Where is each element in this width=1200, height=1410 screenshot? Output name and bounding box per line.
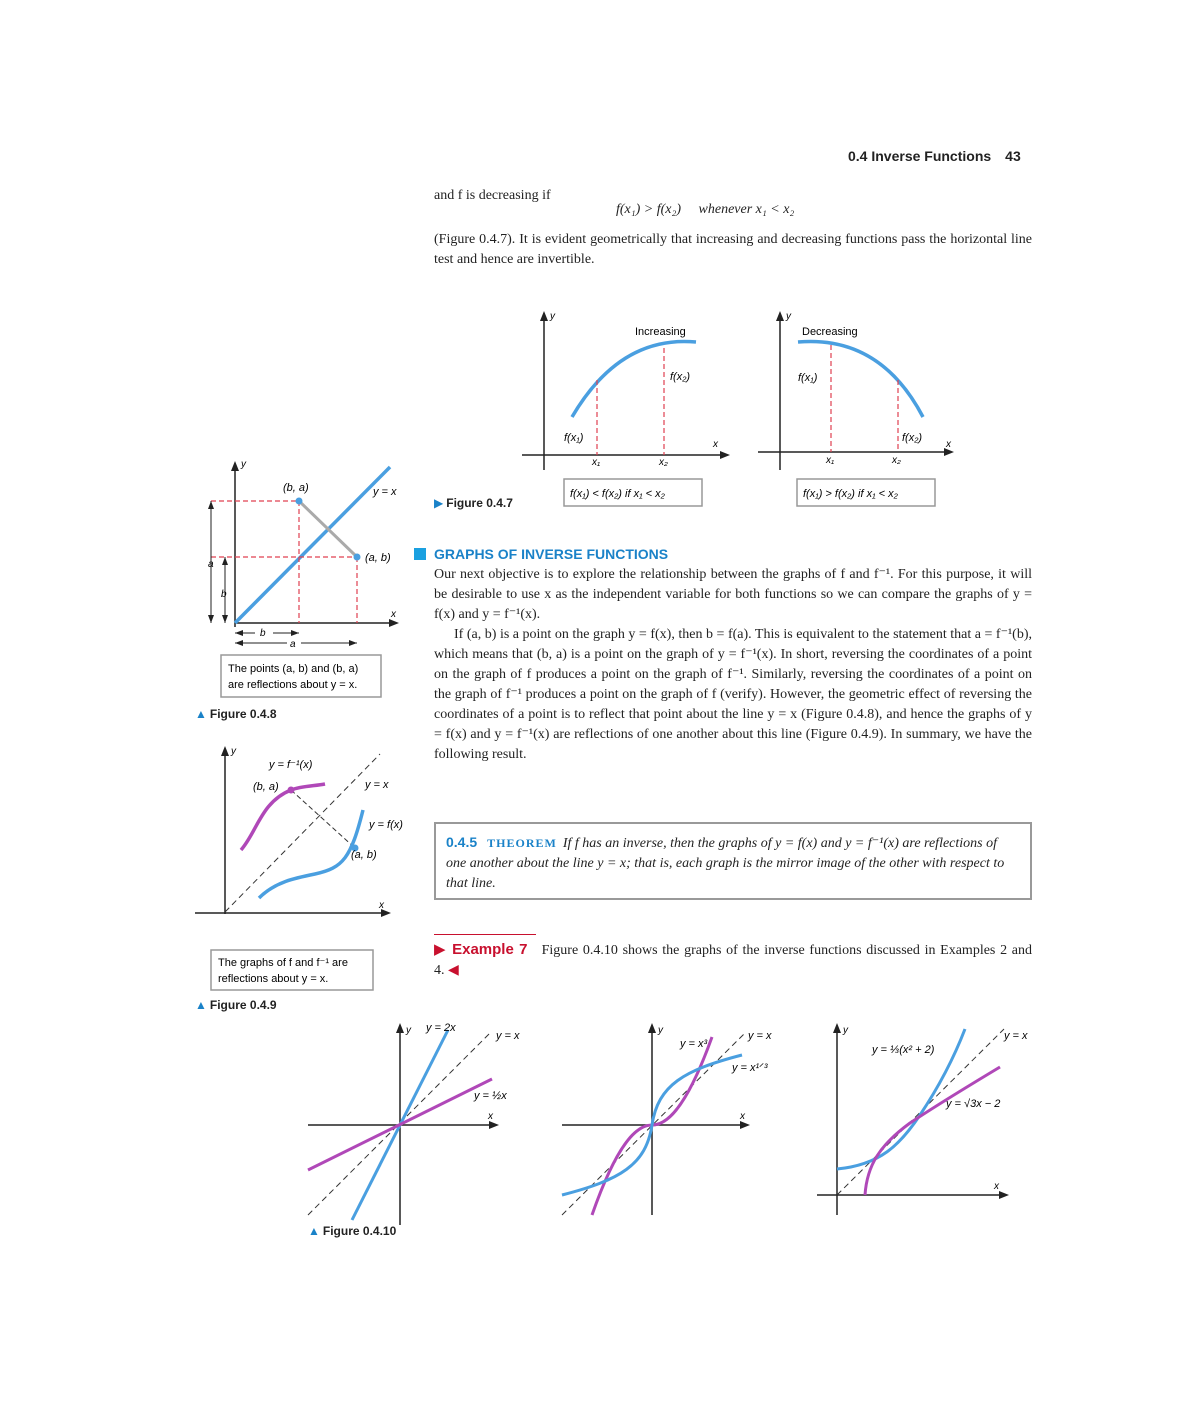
f-label: y = f(x) [369, 819, 403, 831]
section-heading [414, 546, 668, 562]
section-paragraph-2: If (a, b) is a point on the graph y = f(x), then b = f(a). This is equivalent to the statement that a = f⁻¹(b), which means that (b, a) is a point on the graph of y = f⁻¹(x). In short, reversing the coordinates of a point on the graph of f produces a point on the graph of f⁻¹. Similarly, reversing the coordinates of a point on the graph of f⁻¹ produces a point on the graph of f (verify). However, the geometric effect of reversing the coordinates of a point is to reflect that point about the line y = x (Figure 0.4.8), and hence the graphs of y = f(x) and y = f⁻¹(x) are reflections of one another about this line (Figure 0.4.9). In summary, we have the following result. [434, 627, 1032, 762]
line-label: y = x [496, 1030, 520, 1042]
theorem-number: 0.4.5 [446, 834, 478, 850]
intro-formula: f(x₁) > f(x₂) whenever x₁ < x₂ [616, 202, 795, 217]
purple-label: y = √3x − 2 [946, 1098, 1001, 1110]
label-b-y: b [221, 589, 227, 600]
square-icon [414, 548, 426, 560]
example-text: Figure 0.4.10 shows the graphs of the inverse functions discussed in Examples 2 and 4. [434, 943, 1032, 978]
caption-text: Figure 0.4.8 [209, 707, 277, 721]
point-ba-label: (b, a) [253, 781, 279, 793]
figure-0-4-7 [510, 305, 960, 515]
figure-0-4-9-caption [195, 998, 277, 1012]
label-a-y: a [208, 559, 214, 570]
x-axis-arrow [389, 619, 399, 627]
caption-text: Figure 0.4.10 [322, 1224, 397, 1238]
x2-label: x₂ [892, 455, 901, 466]
blue-label: y = x¹ᐟ³ [732, 1062, 768, 1074]
fx1-label: f(x₁) [798, 372, 818, 384]
fig0410-graph-2 [562, 1023, 772, 1215]
triangle-up-icon: ▲ [195, 998, 207, 1012]
point-ba-label: (b, a) [283, 482, 309, 494]
x-label: x [994, 1181, 999, 1192]
section-title: 0.4 Inverse Functions [848, 148, 992, 164]
purple-label: y = x³ [680, 1038, 708, 1050]
x1-label: x₁ [592, 457, 601, 468]
end-marker-icon: ◀ [448, 963, 459, 978]
caption-text: Figure 0.4.9 [209, 998, 277, 1012]
point-ab-label: (a, b) [365, 552, 391, 564]
fx2-label: f(x₂) [902, 432, 923, 444]
x-label: x [391, 609, 396, 620]
x-label: x [740, 1111, 745, 1122]
line-label: y = x [1004, 1030, 1028, 1042]
x2-label: x₂ [659, 457, 668, 468]
line-label: y = x [748, 1030, 772, 1042]
triangle-right-icon: ▶ [434, 496, 444, 510]
title: Increasing [635, 326, 686, 338]
y-label: y [241, 459, 246, 470]
caption-text: Figure 0.4.7 [446, 496, 513, 510]
fx2-label: f(x₂) [670, 371, 691, 383]
fig0410-graph-3 [817, 1023, 1028, 1215]
theorem-box [434, 822, 1032, 900]
fig047-left-graph [522, 311, 730, 506]
inverse-curve [241, 784, 325, 850]
intro-lead: and f is decreasing if [434, 188, 551, 203]
y-axis-arrow [231, 461, 239, 471]
y-label: y [550, 311, 555, 322]
x-axis-arrow [720, 451, 730, 459]
point-ba [296, 498, 303, 505]
box-line-2: reflections about y = x. [218, 973, 329, 985]
example-7 [434, 940, 1032, 981]
triangle-up-icon: ▲ [308, 1224, 320, 1238]
title: Decreasing [802, 326, 858, 338]
reflection-segment [291, 790, 355, 848]
x-label: x [379, 900, 384, 911]
purple-label: y = ½x [474, 1090, 507, 1102]
box-line-2: are reflections about y = x. [228, 679, 358, 691]
x-label: x [946, 439, 951, 450]
page-number: 43 [1005, 148, 1021, 164]
triangle-up-icon: ▲ [195, 707, 207, 721]
finv-label: y = f⁻¹(x) [269, 759, 313, 771]
label-a-x: a [290, 639, 296, 650]
figure-0-4-8 [195, 455, 410, 705]
y-axis-arrow [221, 746, 229, 756]
figure-0-4-10 [300, 1015, 1040, 1225]
figure-0-4-8-caption [195, 707, 277, 721]
y-label: y [658, 1025, 663, 1036]
line-label: y = x [365, 779, 389, 791]
box-line-1: The graphs of f and f⁻¹ are [218, 957, 348, 969]
line-label: y = x [373, 486, 397, 498]
x-label: x [713, 439, 718, 450]
figure-0-4-9 [195, 742, 410, 997]
curve-sqrt [865, 1067, 1000, 1195]
section-heading-text: GRAPHS OF INVERSE FUNCTIONS [434, 546, 669, 562]
section-paragraph-1: Our next objective is to explore the relationship between the graphs of f and f⁻¹. For this purpose, it will be desirable to use x as the independent variable for both functions so we can compare the graphs of y = f(x) and y = f⁻¹(x). [434, 567, 1032, 622]
point-ab-label: (a, b) [351, 849, 377, 861]
example-label: ▶ Example 7 [434, 941, 528, 958]
fig0410-graph-1 [308, 1022, 520, 1225]
figure-0-4-7-caption [434, 496, 513, 510]
blue-label: y = ⅓(x² + 2) [872, 1044, 935, 1056]
y-label: y [231, 746, 236, 757]
fig047-right-graph [758, 311, 954, 506]
y-label: y [843, 1025, 848, 1036]
example-rule [434, 934, 536, 935]
theorem-label: THEOREM [487, 836, 557, 850]
x-label: x [488, 1111, 493, 1122]
box-line-1: The points (a, b) and (b, a) [228, 663, 359, 675]
x1-label: x₁ [826, 455, 835, 466]
y-axis-arrow [540, 311, 548, 321]
line-y-equals-x [235, 467, 390, 623]
condition-text: f(x₁) < f(x₂) if x₁ < x₂ [570, 488, 665, 500]
y-axis-arrow [776, 311, 784, 321]
point-ba [288, 787, 295, 794]
condition-text: f(x₁) > f(x₂) if x₁ < x₂ [803, 488, 898, 500]
running-header [848, 148, 1021, 164]
y-label: y [406, 1025, 411, 1036]
figure-0-4-10-caption [308, 1224, 396, 1238]
point-ab [354, 554, 361, 561]
intro-paragraph: (Figure 0.4.7). It is evident geometrically that increasing and decreasing functions pass the horizontal line test and hence are invertible. [434, 232, 1032, 267]
f-curve [259, 810, 363, 898]
blue-label: y = 2x [426, 1022, 456, 1034]
y-label: y [786, 311, 791, 322]
theorem-text: If f has an inverse, then the graphs of y = f(x) and y = f⁻¹(x) are reflections of one another about the line y = x; that is, each graph is the mirror image of the other with respect to that line. [446, 836, 1005, 891]
label-b-x: b [260, 628, 266, 639]
fx1-label: f(x₁) [564, 432, 584, 444]
